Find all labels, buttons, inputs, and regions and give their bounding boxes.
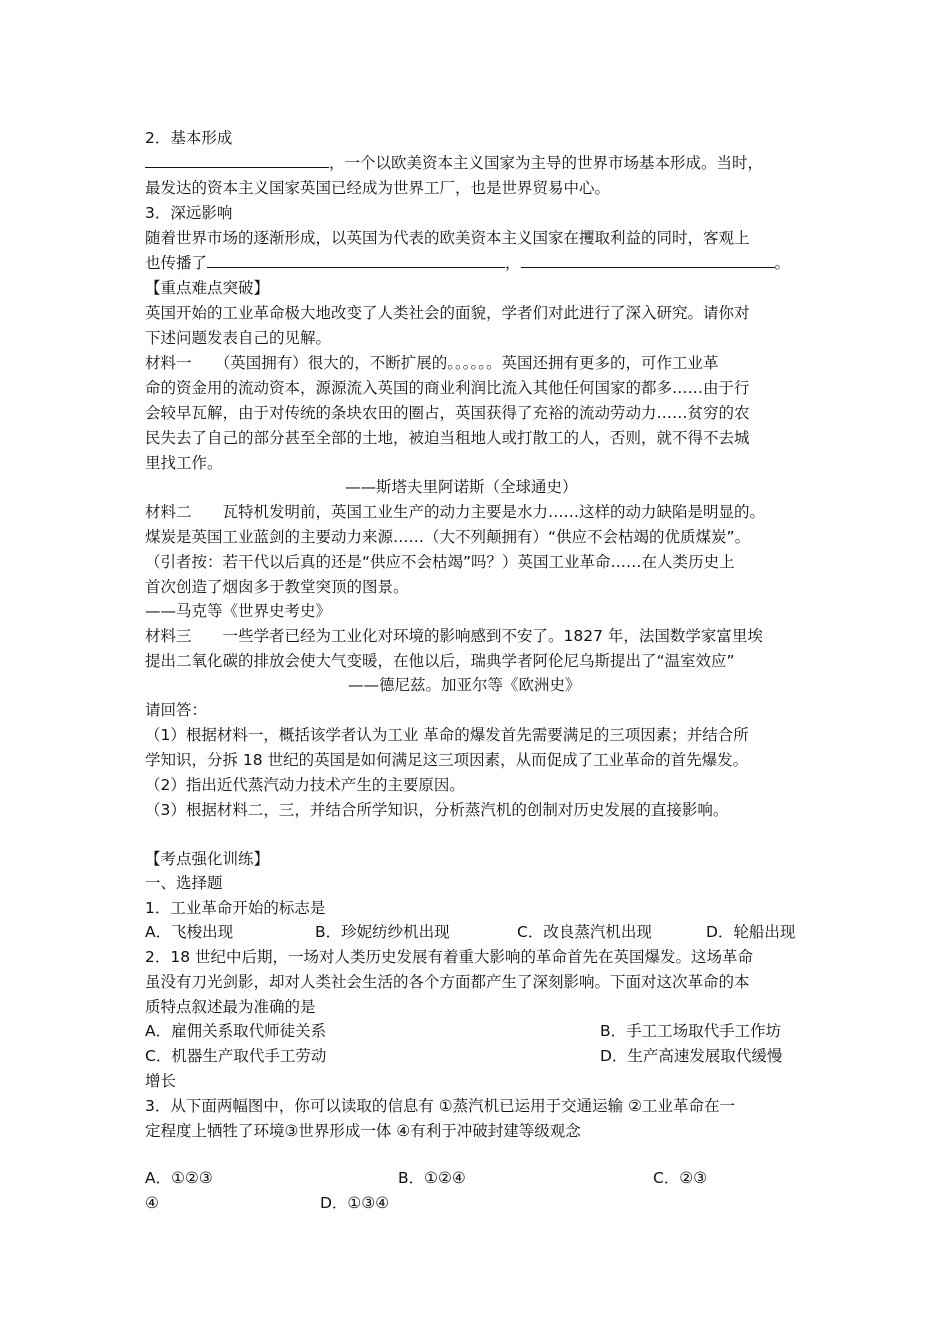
section-heading: 【考点强化训练】: [145, 850, 270, 868]
material-line: 首次创造了烟囱多于教堂突顶的图景。: [145, 578, 409, 596]
option-b[interactable]: B．手工工场取代手工作坊: [600, 1022, 782, 1040]
question-line: 学知识，分拆 18 世纪的英国是如何满足这三项因素，从而促成了工业革命的首先爆发。: [145, 751, 749, 769]
question-stem: 1．工业革命开始的标志是: [145, 899, 326, 917]
question-stem: 虽没有刀光剑影，却对人类社会生活的各个方面都产生了深刻影响。下面对这次革命的本: [145, 973, 750, 991]
option-a[interactable]: A．飞梭出现: [145, 923, 234, 941]
material-source: ——马克等《世界史考史》: [145, 602, 332, 620]
text-span: 也传播了: [145, 254, 208, 272]
question-line: （2）指出近代蒸汽动力技术产生的主要原因。: [145, 776, 465, 794]
option-d[interactable]: D．生产高速发展取代缓慢: [600, 1047, 783, 1065]
material-line: 命的资金用的流动资本，源源流入英国的商业利润比流入其他任何国家的都多……由于行: [145, 379, 750, 397]
material-line: 材料二 瓦特机发明前，英国工业生产的动力主要是水力……这样的动力缺陷是明显的。: [145, 503, 766, 521]
option-a[interactable]: A．①②③: [145, 1169, 213, 1187]
section-heading: 一、选择题: [145, 874, 223, 892]
section-heading: 3．深远影响: [145, 204, 233, 222]
question-stem: 质特点叙述最为准确的是: [145, 998, 316, 1016]
answer-prompt: 请回答：: [145, 701, 208, 719]
material-line: 里找工作。: [145, 454, 223, 472]
fill-blank[interactable]: [207, 253, 505, 268]
fill-blank[interactable]: [145, 153, 329, 168]
option-d[interactable]: D．轮船出现: [706, 923, 796, 941]
text-line: [145, 153, 763, 173]
text-span: 。: [774, 254, 791, 272]
question-line: （3）根据材料二，三，并结合所学知识，分析蒸汽机的创制对历史发展的直接影响。: [145, 801, 729, 819]
question-line: （1）根据材料一，概括该学者认为工业 革命的爆发首先需要满足的三项因素；并结合所: [145, 726, 749, 744]
material-line: 材料三 一些学者已经为工业化对环境的影响感到不安了。1827 年，法国数学家富里埃: [145, 627, 763, 645]
question-stem: 3．从下面两幅图中，你可以读取的信息有 ①蒸汽机已运用于交通运输 ②工业革命在一: [145, 1097, 736, 1115]
text-span: ，: [505, 254, 521, 272]
option-wrap: ④: [145, 1194, 159, 1212]
material-line: （引者按：若干代以后真的还是“供应不会枯竭”吗？）英国工业革命……在人类历史上: [145, 553, 735, 571]
text-line: 下述问题发表自己的见解。: [145, 329, 332, 347]
option-c[interactable]: C．②③: [653, 1169, 708, 1187]
option-d[interactable]: D．①③④: [320, 1194, 390, 1212]
option-c[interactable]: C．改良蒸汽机出现: [517, 923, 652, 941]
question-stem: 2．18 世纪中后期，一场对人类历史发展有着重大影响的革命首先在英国爆发。这场革命: [145, 948, 754, 966]
material-line: 材料一 （英国拥有）很大的，不断扩展的。。。。。。英国还拥有更多的，可作工业革: [145, 354, 719, 372]
section-heading: 【重点难点突破】: [145, 279, 270, 297]
question-stem: 定程度上牺牲了环境③世界形成一体 ④有利于冲破封建等级观念: [145, 1122, 581, 1140]
option-b[interactable]: B．珍妮纺纱机出现: [315, 923, 450, 941]
material-source: ——斯塔夫里阿诺斯（全球通史）: [345, 478, 578, 496]
material-line: 提出二氧化碳的排放会使大气变暖，在他以后，瑞典学者阿伦尼乌斯提出了“温室效应”: [145, 652, 735, 670]
option-a[interactable]: A．雇佣关系取代师徒关系: [145, 1022, 327, 1040]
text-line: 随着世界市场的逐渐形成，以英国为代表的欧美资本主义国家在攫取利益的同时，客观上: [145, 229, 750, 247]
material-line: 煤炭是英国工业蓝剑的主要动力来源……（大不列颠拥有）“供应不会枯竭的优质煤炭”。: [145, 528, 751, 546]
text-span: ，一个以欧美资本主义国家为主导的世界市场基本形成。当时，: [329, 154, 764, 172]
text-line: 最发达的资本主义国家英国已经成为世界工厂，也是世界贸易中心。: [145, 179, 611, 197]
text-line: 英国开始的工业革命极大地改变了人类社会的面貌，学者们对此进行了深入研究。请你对: [145, 304, 750, 322]
fill-blank[interactable]: [521, 253, 775, 268]
text-line: [145, 253, 790, 273]
option-c[interactable]: C．机器生产取代手工劳动: [145, 1047, 327, 1065]
material-line: 会较早瓦解，由于对传统的条块农田的圈占，英国获得了充裕的流动劳动力……贫穷的农: [145, 404, 750, 422]
material-source: ——德尼兹。加亚尔等《欧洲史》: [348, 676, 581, 694]
material-line: 民失去了自己的部分甚至全部的土地，被迫当租地人或打散工的人，否则，就不得不去城: [145, 429, 750, 447]
option-b[interactable]: B．①②④: [398, 1169, 466, 1187]
section-heading: 2．基本形成: [145, 129, 233, 147]
option-wrap: 增长: [145, 1072, 177, 1090]
